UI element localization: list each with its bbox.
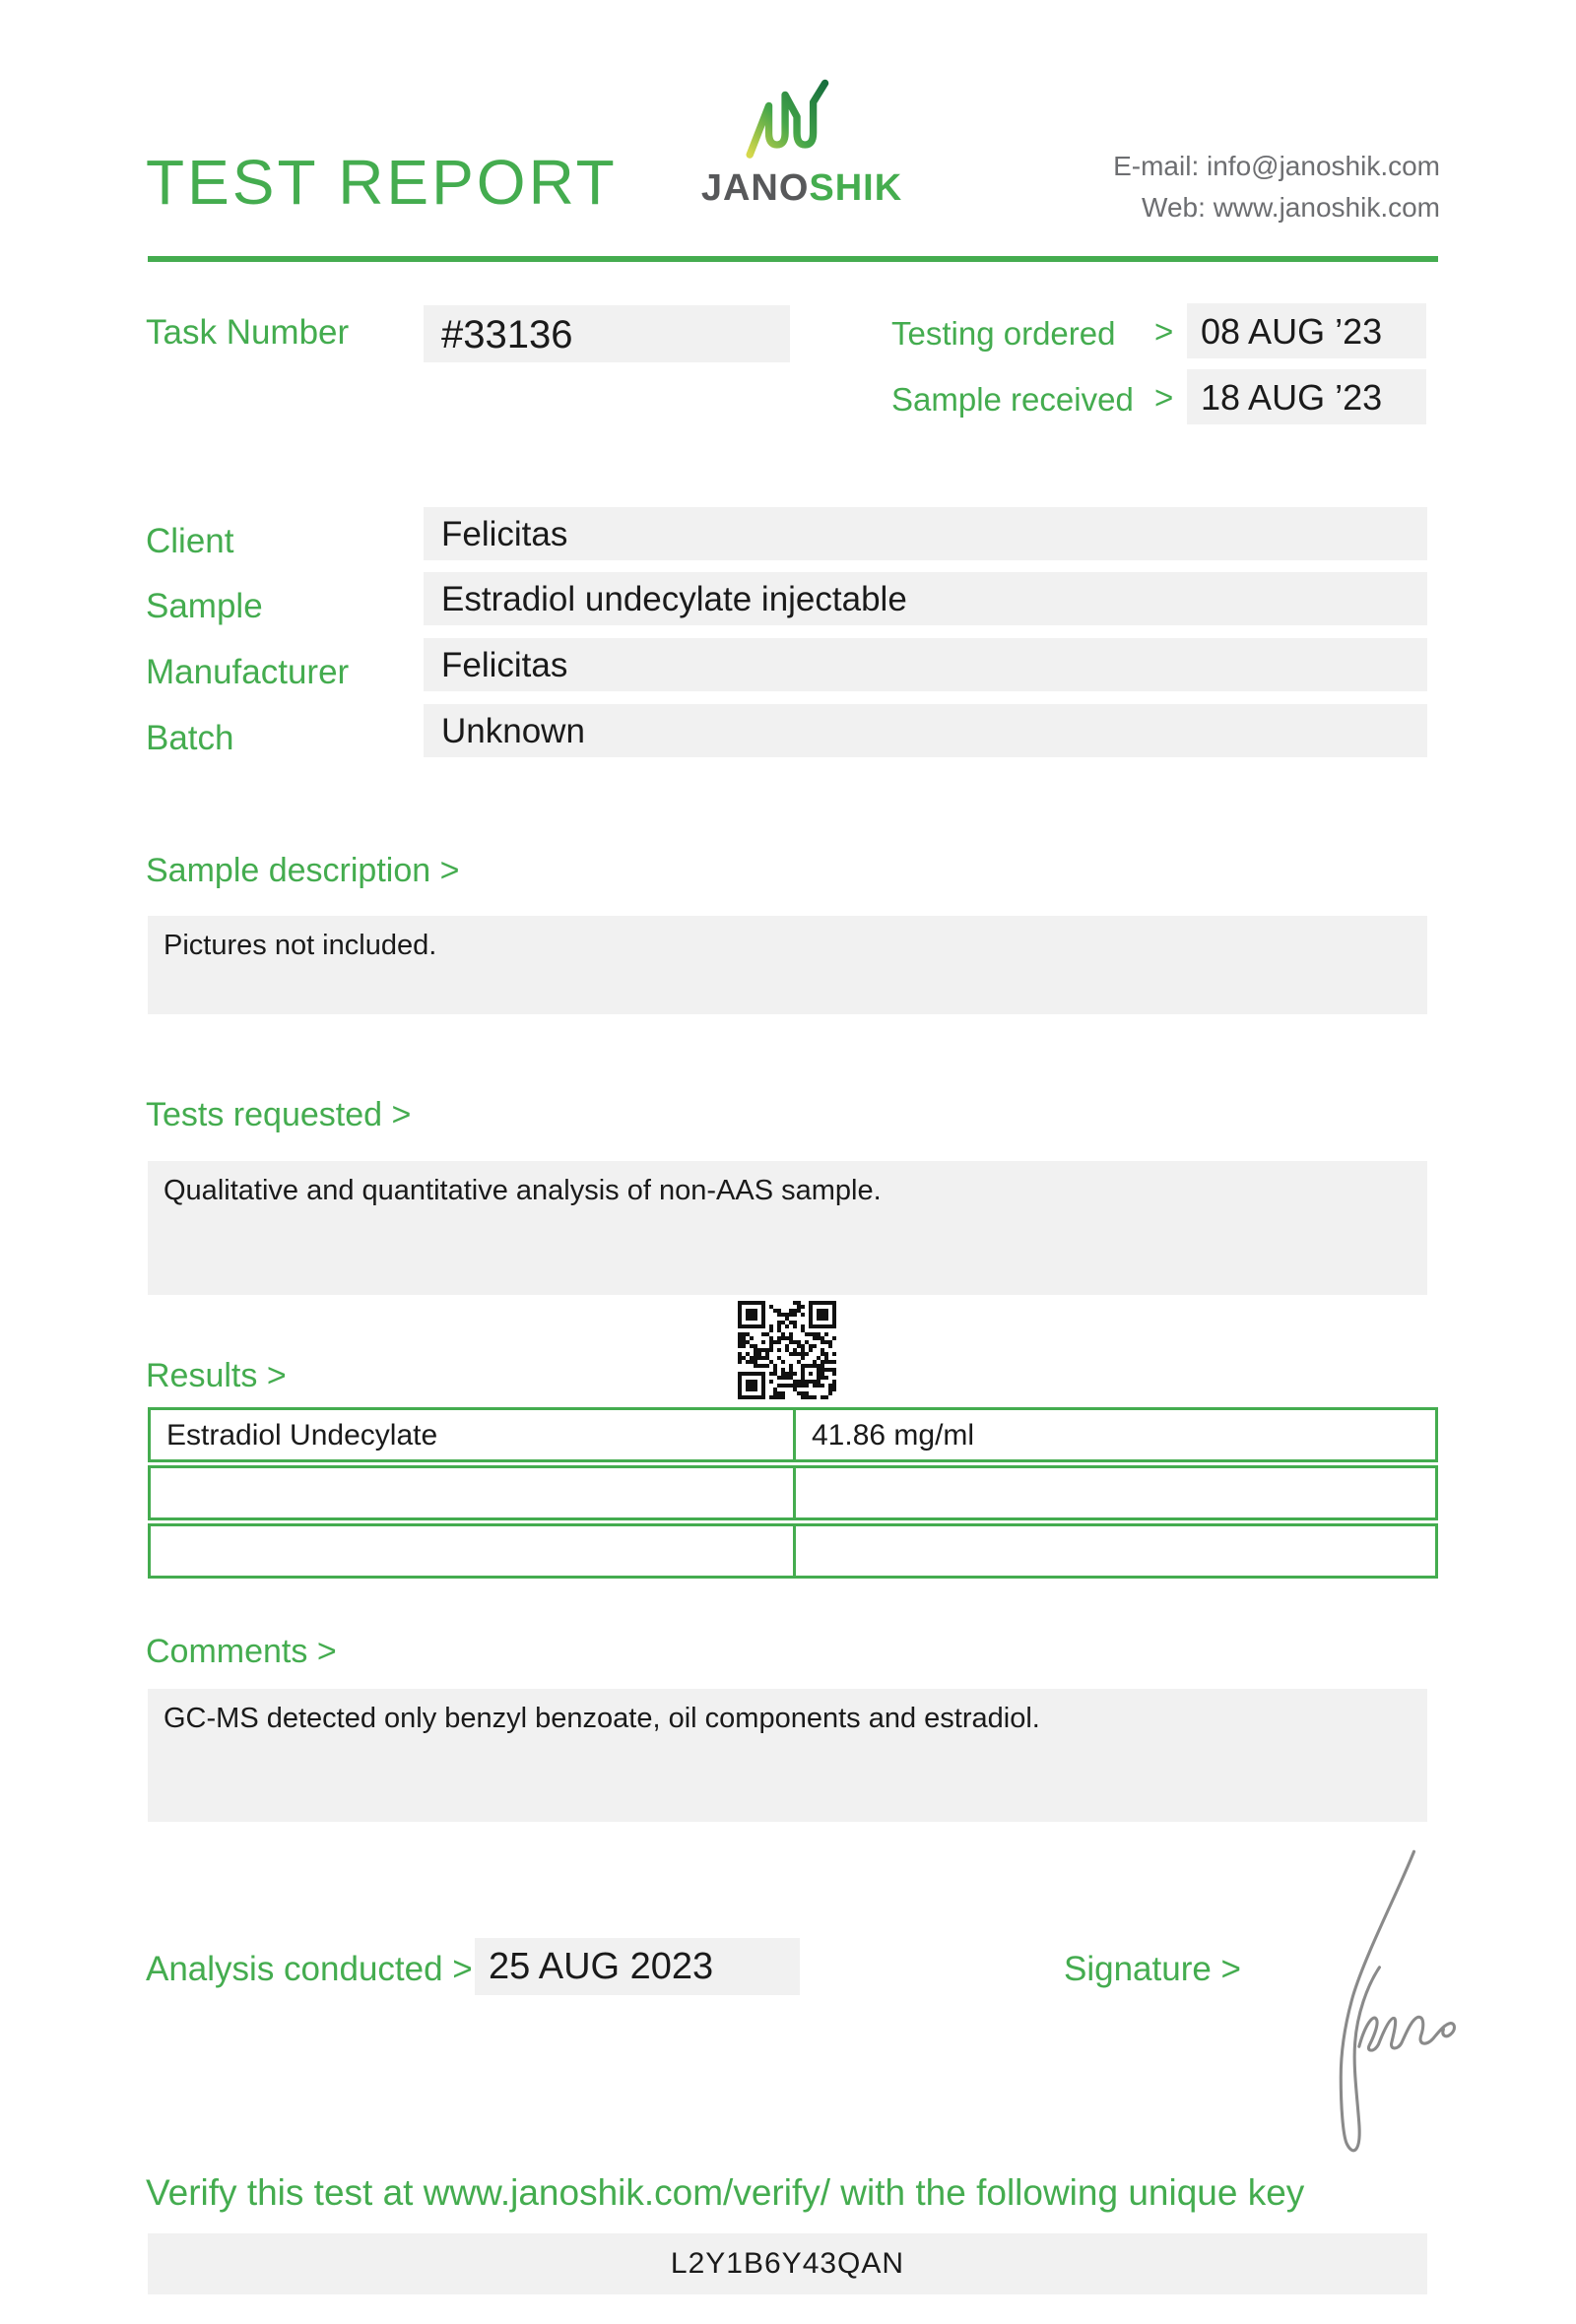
verify-instruction: Verify this test at www.janoshik.com/verify/ with the following unique key	[146, 2172, 1305, 2213]
results-table	[148, 1407, 1438, 1579]
sample-description-text: Pictures not included.	[164, 930, 437, 961]
testing-ordered-value: 08 AUG ’23	[1201, 311, 1383, 352]
results-row	[148, 1407, 1438, 1462]
sample-label: Sample	[146, 587, 263, 625]
result-amount	[796, 1526, 1435, 1535]
contact-block	[1113, 146, 1440, 228]
sample-received-label: Sample received	[891, 381, 1134, 418]
result-substance	[151, 1468, 793, 1477]
header-divider	[148, 256, 1438, 262]
results-row	[148, 1523, 1438, 1579]
result-substance-cell	[151, 1410, 796, 1459]
email-label: E-mail:	[1113, 151, 1200, 181]
page-title: TEST REPORT	[146, 147, 618, 218]
signature-label: Signature >	[1064, 1950, 1241, 1988]
signature	[1300, 1843, 1463, 2173]
contact-email-line	[1113, 146, 1440, 187]
unique-key-value: L2Y1B6Y43QAN	[670, 2247, 905, 2280]
logo-wordmark	[693, 167, 910, 210]
sample-value: Estradiol undecylate injectable	[441, 580, 907, 618]
sample-description-box	[148, 916, 1427, 1014]
client-label: Client	[146, 522, 234, 560]
testing-ordered-arrow-icon: >	[1154, 313, 1174, 350]
batch-label: Batch	[146, 719, 234, 757]
task-number-value-box	[424, 305, 790, 362]
logo-text-accent: SHIK	[809, 167, 903, 209]
analysis-conducted-value: 25 AUG 2023	[489, 1946, 714, 1987]
sample-value-box	[424, 572, 1427, 625]
client-value: Felicitas	[441, 515, 568, 553]
result-amount-cell	[796, 1410, 1435, 1459]
result-amount: 41.86 mg/ml	[812, 1419, 975, 1452]
tests-requested-box	[148, 1161, 1427, 1295]
web-value: www.janoshik.com	[1213, 192, 1440, 223]
task-number-value: #33136	[441, 313, 573, 356]
result-substance	[151, 1526, 793, 1535]
results-row	[148, 1465, 1438, 1520]
manufacturer-value-box	[424, 638, 1427, 691]
contact-web-line	[1113, 187, 1440, 228]
result-substance-cell	[151, 1468, 796, 1517]
result-substance-cell	[151, 1526, 796, 1576]
comments-box	[148, 1689, 1427, 1822]
web-label: Web:	[1142, 192, 1206, 223]
unique-key-box	[148, 2233, 1427, 2294]
sample-description-heading: Sample description >	[146, 852, 460, 889]
batch-value-box	[424, 704, 1427, 757]
testing-ordered-label: Testing ordered	[891, 315, 1116, 352]
client-value-box	[424, 507, 1427, 560]
sample-received-arrow-icon: >	[1154, 379, 1174, 416]
qr-code	[738, 1301, 836, 1399]
results-heading: Results >	[146, 1357, 287, 1394]
sample-received-value-box	[1187, 369, 1426, 424]
comments-heading: Comments >	[146, 1633, 337, 1670]
result-substance: Estradiol Undecylate	[166, 1419, 438, 1452]
result-amount-cell	[796, 1526, 1435, 1576]
manufacturer-label: Manufacturer	[146, 653, 350, 691]
testing-ordered-value-box	[1187, 303, 1426, 358]
result-amount	[796, 1468, 1435, 1477]
sample-received-value: 18 AUG ’23	[1201, 377, 1383, 418]
logo-chart-icon	[741, 77, 831, 172]
comments-text: GC-MS detected only benzyl benzoate, oil components and estradiol.	[164, 1703, 1040, 1734]
email-value: info@janoshik.com	[1207, 151, 1440, 181]
task-number-label: Task Number	[146, 313, 350, 352]
result-amount-cell	[796, 1468, 1435, 1517]
tests-requested-heading: Tests requested >	[146, 1096, 412, 1133]
analysis-conducted-label: Analysis conducted >	[146, 1950, 473, 1988]
batch-value: Unknown	[441, 712, 585, 750]
analysis-conducted-value-box	[475, 1938, 800, 1995]
tests-requested-text: Qualitative and quantitative analysis of non-AAS sample.	[164, 1175, 882, 1206]
manufacturer-value: Felicitas	[441, 646, 568, 684]
logo-text-primary: JANO	[700, 167, 810, 209]
